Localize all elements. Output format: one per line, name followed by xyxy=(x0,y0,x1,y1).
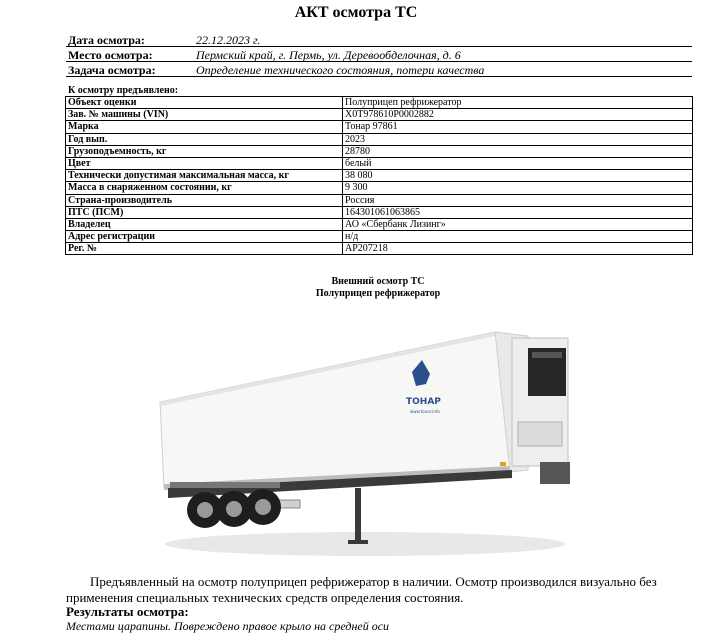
table-row xyxy=(66,243,693,255)
side-marker-light xyxy=(500,462,506,466)
table-row xyxy=(66,231,693,243)
spec-value: Полуприцеп рефрижератор xyxy=(343,97,693,109)
wheel-hub xyxy=(226,501,242,517)
table-row xyxy=(66,109,693,121)
spec-value: Тонар 97861 xyxy=(343,121,693,133)
info-value: Определение технического состояния, потери качества xyxy=(196,63,485,77)
spec-value: X0T978610P0002882 xyxy=(343,109,693,121)
info-label: Дата осмотра: xyxy=(68,33,145,47)
spec-key: Марка xyxy=(66,121,343,133)
landing-gear xyxy=(355,488,361,544)
table-row xyxy=(66,206,693,218)
spec-value: н/д xyxy=(343,231,693,243)
spec-key: Страна-производитель xyxy=(66,194,343,206)
spec-value: 9 300 xyxy=(343,182,693,194)
info-label: Место осмотра: xyxy=(68,48,153,62)
spec-value: 38 080 xyxy=(343,170,693,182)
spec-value: 28780 xyxy=(343,145,693,157)
document-title: АКТ осмотра ТС xyxy=(294,4,418,21)
trailer-body-side xyxy=(160,332,512,488)
table-row xyxy=(66,121,693,133)
wheel-hub xyxy=(197,502,213,518)
logo-text: ТОНАР xyxy=(406,397,441,407)
spec-key: Рег. № xyxy=(66,243,343,255)
spec-key: Объект оценки xyxy=(66,97,343,109)
spec-key: Масса в снаряженном состоянии, кг xyxy=(66,182,343,194)
table-row xyxy=(66,218,693,230)
spec-key: Технически допустимая максимальная масса, кг xyxy=(66,170,343,182)
info-value: 22.12.2023 г. xyxy=(196,33,261,47)
landing-gear-foot xyxy=(348,540,368,544)
divider xyxy=(66,61,692,62)
divider xyxy=(66,46,692,47)
info-label: Задача осмотра: xyxy=(68,63,156,77)
spec-value: Россия xyxy=(343,194,693,206)
table-row xyxy=(66,97,693,109)
mudguard xyxy=(170,482,280,488)
trailer-photo xyxy=(150,322,590,562)
logo-website: www.tonar.info xyxy=(410,409,440,414)
info-value: Пермский край, г. Пермь, ул. Деревообделочная, д. 6 xyxy=(196,48,461,62)
spec-key: ПТС (ПСМ) xyxy=(66,206,343,218)
spec-key: Зав. № машины (VIN) xyxy=(66,109,343,121)
wheel-hub xyxy=(255,499,271,515)
wheel-set xyxy=(187,489,281,528)
reefer-badge xyxy=(532,352,562,358)
results-heading: Результаты осмотра: xyxy=(66,604,189,619)
inspection-paragraph: Предъявленный на осмотр полуприцеп рефрижератор в наличии. Осмотр производился визуально без применения специальных технических средств определения состояния. xyxy=(66,574,657,605)
spec-value: 2023 xyxy=(343,133,693,145)
reefer-panel xyxy=(518,422,562,446)
spec-value: белый xyxy=(343,157,693,169)
table-row xyxy=(66,145,693,157)
spec-table xyxy=(65,96,693,255)
spec-key: Цвет xyxy=(66,157,343,169)
spec-key: Адрес регистрации xyxy=(66,231,343,243)
fuel-tank xyxy=(540,462,570,484)
spec-key: Владелец xyxy=(66,218,343,230)
table-row xyxy=(66,194,693,206)
results-text: Местами царапины. Повреждено правое крыло на средней оси xyxy=(66,619,390,633)
exterior-subheading: Полуприцеп рефрижератор xyxy=(315,288,441,299)
spec-key: Грузоподъемность, кг xyxy=(66,145,343,157)
divider xyxy=(66,76,692,77)
table-row xyxy=(66,133,693,145)
exterior-heading: Внешний осмотр ТС xyxy=(331,276,425,287)
spec-value: 164301061063865 xyxy=(343,206,693,218)
spec-key: Год вып. xyxy=(66,133,343,145)
table-row xyxy=(66,170,693,182)
presented-heading: К осмотру предъявлено: xyxy=(68,85,179,96)
table-row xyxy=(66,157,693,169)
spec-value: АО «Сбербанк Лизинг» xyxy=(343,218,693,230)
spec-value: АР207218 xyxy=(343,243,693,255)
table-row xyxy=(66,182,693,194)
